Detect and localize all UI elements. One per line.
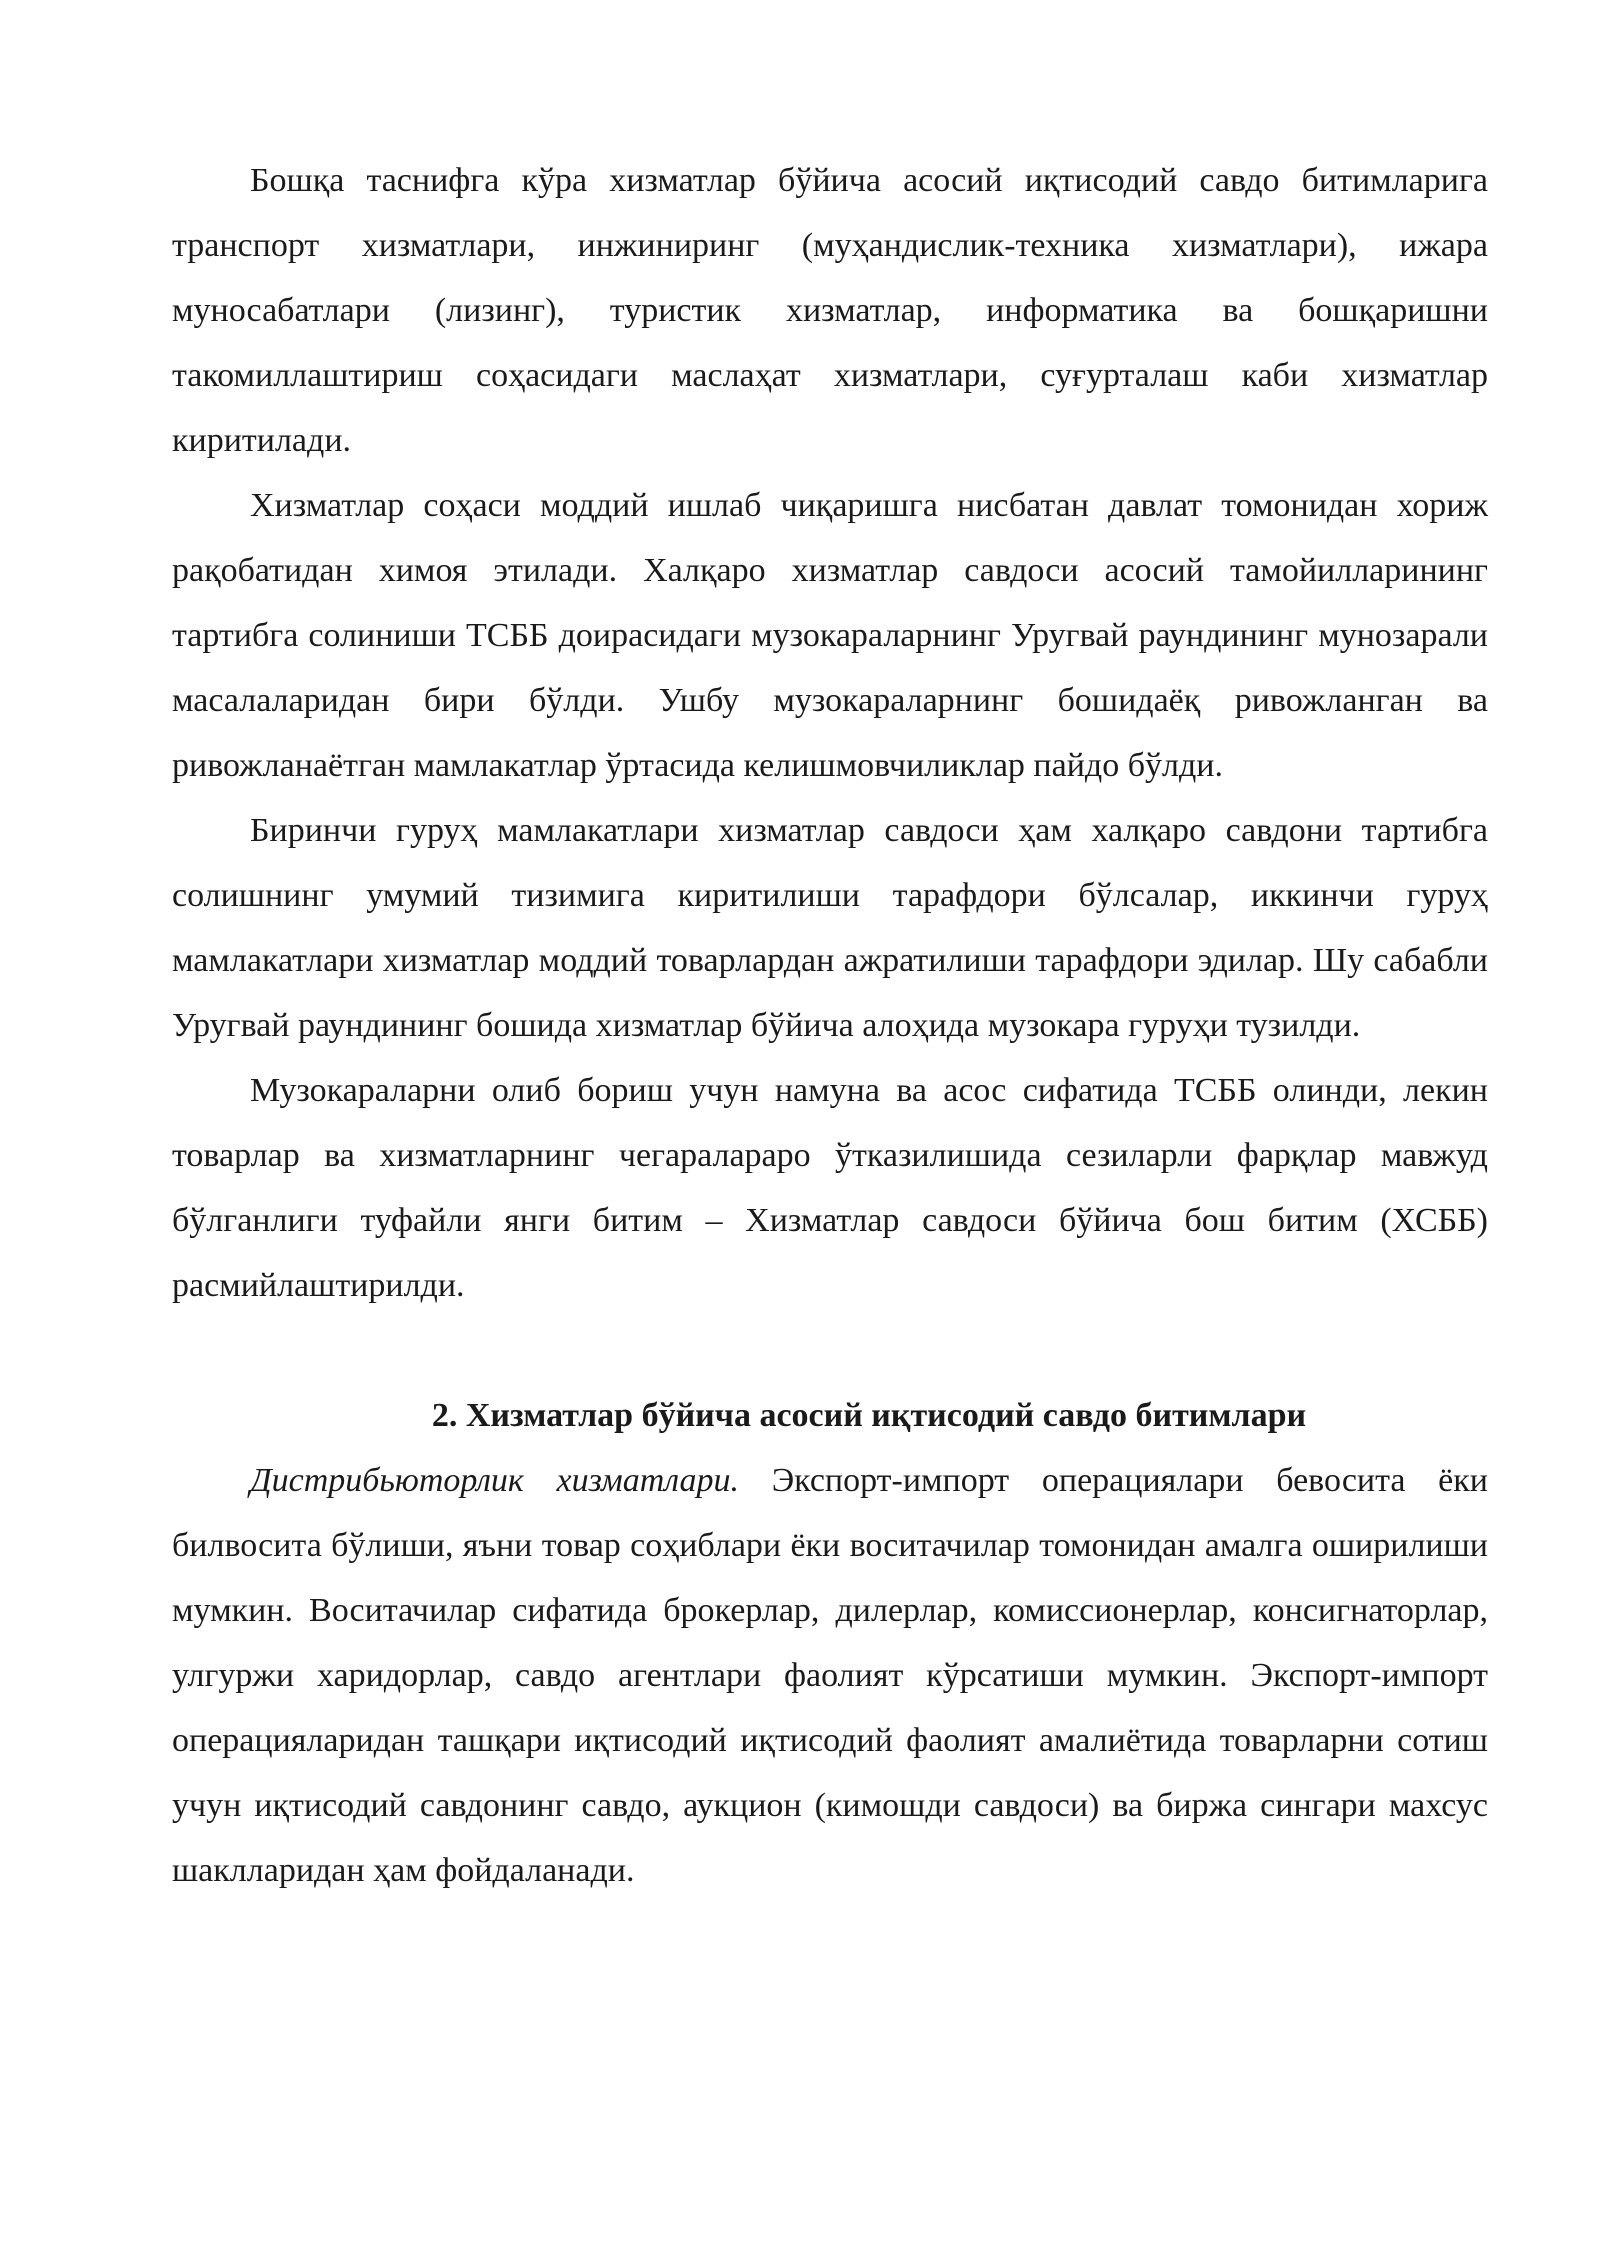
term-distribution-services: Дистрибьюторлик хизматлари. — [250, 1462, 740, 1499]
paragraph-distribution-text: Экспорт-импорт операциялари бевосита ёки билвосита бўлиши, яъни товар соҳиблари ёки воситачилар томонидан амалга оширилиши мумкин. Воситачилар сифатида брокерлар, дилерлар, комиссионерлар, консигнаторлар, улгуржи харидорлар, савдо агентлари фаолият кўрсатиши мумкин. Экспорт-импорт операцияларидан ташқари иқтисодий иқтисодий фаолият амалиётида товарларни сотиш учун иқтисодий савдонинг савдо, аукцион (кимошди савдоси) ва биржа сингари махсус шаклларидан ҳам фойдаланади. — [172, 1462, 1488, 1889]
paragraph-country-groups: Биринчи гуруҳ мамлакатлари хизматлар савдоси ҳам халқаро савдони тартибга солишнинг умумий тизимига киритилиши тарафдори бўлсалар, иккинчи гуруҳ мамлакатлари хизматлар моддий товарлардан ажратилиши тарафдори эдилар. Шу сабабли Уругвай раундининг бошида хизматлар бўйича алоҳида музокара гуруҳи тузилди. — [172, 812, 1488, 1044]
paragraph-distribution-services — [172, 1448, 1488, 1903]
paragraph-protection: Хизматлар соҳаси моддий ишлаб чиқаришга нисбатан давлат томонидан хориж рақобатидан химоя этилади. Халқаро хизматлар савдоси асосий тамойилларининг тартибга солиниши ТСББ доирасидаги музокараларнинг Уругвай раундининг мунозарали масалаларидан бири бўлди. Ушбу музокараларнинг бошидаёқ ривожланган ва ривожланаётган мамлакатлар ўртасида келишмовчиликлар пайдо бўлди. — [172, 487, 1488, 784]
paragraph-classification: Бошқа таснифга кўра хизматлар бўйича асосий иқтисодий савдо битимларига транспорт хизматлари, инжиниринг (муҳандислик-техника хизматлари), ижара муносабатлари (лизинг), туристик хизматлар, информатика ва бошқаришни такомиллаштириш соҳасидаги маслаҳат хизматлари, суғурталаш каби хизматлар киритилади. — [172, 162, 1488, 459]
document-page — [172, 148, 1488, 1903]
section-heading: 2. Хизматлар бўйича асосий иқтисодий савдо битимлари — [431, 1397, 1307, 1434]
paragraph-gats: Музокараларни олиб бориш учун намуна ва асос сифатида ТСББ олинди, лекин товарлар ва хизматларнинг чегаралараро ўтказилишида сезиларли фарқлар мавжуд бўлганлиги туфайли янги битим – Хизматлар савдоси бўйича бош битим (ХСББ) расмийлаштирилди. — [172, 1072, 1488, 1304]
